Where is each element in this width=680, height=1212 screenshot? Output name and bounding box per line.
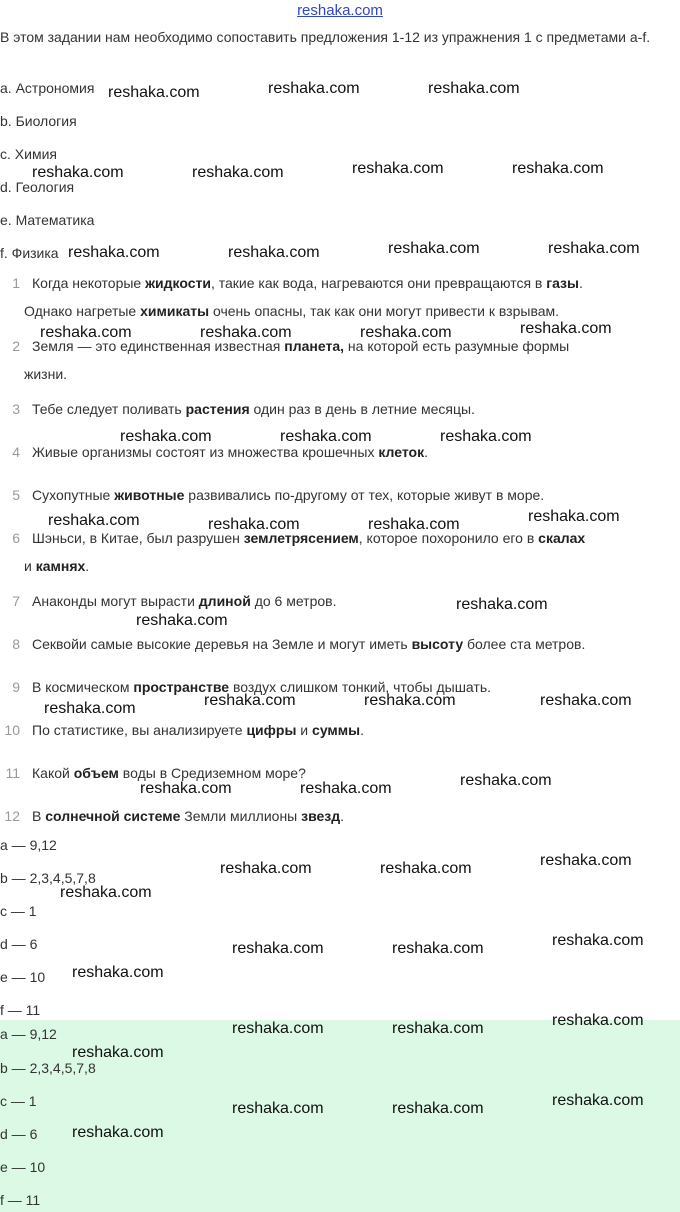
sentence-line	[32, 636, 585, 652]
watermark-text: reshaka.com	[528, 508, 620, 525]
sentence-text: жизни.	[24, 366, 68, 382]
keyword: высоту	[411, 636, 464, 652]
watermark-text: reshaka.com	[456, 596, 548, 613]
watermark-text: reshaka.com	[120, 428, 212, 445]
subject-item: b. Биология	[0, 113, 77, 129]
keyword: звезд	[301, 808, 341, 824]
watermark-text: reshaka.com	[232, 1020, 324, 1037]
sentence-text: Когда некоторые	[32, 275, 146, 291]
keyword: планета,	[284, 338, 345, 354]
answer-item: c — 1	[0, 903, 37, 919]
watermark-text: reshaka.com	[208, 516, 300, 533]
watermark-text: reshaka.com	[440, 428, 532, 445]
watermark-text: reshaka.com	[68, 244, 160, 261]
sentence-text: до 6 метров.	[250, 593, 337, 609]
sentence-text: один раз в день в летние месяцы.	[249, 401, 475, 417]
sentence-text: По статистике, вы анализируете	[32, 722, 247, 738]
keyword: камнях	[35, 558, 86, 574]
watermark-text: reshaka.com	[368, 516, 460, 533]
sentence-number: 7	[12, 593, 20, 609]
sentence-text: Секвойи самые высокие деревья на Земле и могут иметь	[32, 636, 412, 652]
watermark-text: reshaka.com	[460, 772, 552, 789]
sentence-text: .	[85, 558, 90, 574]
answer-item: b — 2,3,4,5,7,8	[0, 870, 96, 886]
watermark-text: reshaka.com	[204, 692, 296, 709]
watermark-text: reshaka.com	[228, 244, 320, 261]
watermark-text: reshaka.com	[552, 932, 644, 949]
keyword: клеток	[378, 444, 425, 460]
sentence-line	[32, 722, 364, 738]
answer-item: b — 2,3,4,5,7,8	[0, 1060, 96, 1076]
sentence-line	[32, 401, 475, 417]
sentence-number: 1	[12, 275, 20, 291]
sentence-number: 3	[12, 401, 20, 417]
keyword: скалах	[538, 530, 586, 546]
sentence-number: 9	[12, 679, 20, 695]
sentence-text: Тебе следует поливать	[32, 401, 186, 417]
sentence-text: на которой есть разумные формы	[344, 338, 570, 354]
subject-item: d. Геология	[0, 179, 75, 195]
sentence-text: .	[424, 444, 428, 460]
answer-item: c — 1	[0, 1093, 37, 1109]
watermark-text: reshaka.com	[388, 240, 480, 257]
watermark-text: reshaka.com	[300, 780, 392, 797]
sentence-line	[32, 808, 344, 824]
watermark-text: reshaka.com	[540, 692, 632, 709]
keyword: газы	[546, 275, 579, 291]
sentence-text: воздух слишком тонкий, чтобы дышать.	[229, 679, 492, 695]
watermark-text: reshaka.com	[72, 1124, 164, 1141]
answer-item: f — 11	[0, 1192, 41, 1208]
watermark-text: reshaka.com	[232, 1100, 324, 1117]
sentence-text: Анаконды могут вырасти	[32, 593, 199, 609]
watermark-text: reshaka.com	[380, 860, 472, 877]
watermark-text: reshaka.com	[392, 1100, 484, 1117]
sentence-text: Живые организмы состоят из множества крошечных	[32, 444, 379, 460]
sentence-number: 11	[5, 765, 20, 781]
sentence-text: , которое похоронило его в	[358, 530, 539, 546]
watermark-text: reshaka.com	[552, 1012, 644, 1029]
sentence-number: 4	[12, 444, 20, 460]
keyword: пространстве	[133, 679, 230, 695]
watermark-text: reshaka.com	[48, 512, 140, 529]
sentence-text: более ста метров.	[463, 636, 586, 652]
subject-item: f. Физика	[0, 245, 59, 261]
watermark-text: reshaka.com	[512, 160, 604, 177]
sentence-text: Однако нагретые	[24, 303, 141, 319]
sentence-line	[24, 366, 67, 382]
watermark-text: reshaka.com	[268, 80, 360, 97]
watermark-text: reshaka.com	[32, 164, 124, 181]
sentence-text: .	[360, 722, 364, 738]
keyword: длиной	[198, 593, 251, 609]
sentence-line	[32, 593, 336, 609]
watermark-text: reshaka.com	[136, 612, 228, 629]
watermark-text: reshaka.com	[392, 1020, 484, 1037]
keyword: животные	[114, 487, 185, 503]
watermark-text: reshaka.com	[72, 964, 164, 981]
sentence-line	[32, 275, 583, 291]
sentence-text: Шэньси, в Китае, был разрушен	[32, 530, 244, 546]
sentence-text: Земли миллионы	[180, 808, 302, 824]
subject-item: c. Химия	[0, 146, 57, 162]
watermark-text: reshaka.com	[200, 324, 292, 341]
watermark-text: reshaka.com	[232, 940, 324, 957]
watermark-text: reshaka.com	[352, 160, 444, 177]
sentence-text: и	[296, 722, 313, 738]
keyword: объем	[73, 765, 119, 781]
watermark-text: reshaka.com	[280, 428, 372, 445]
answer-item: e — 10	[0, 1159, 46, 1175]
watermark-text: reshaka.com	[40, 324, 132, 341]
sentence-text: В	[32, 808, 46, 824]
watermark-text: reshaka.com	[360, 324, 452, 341]
watermark-text: reshaka.com	[552, 1092, 644, 1109]
task-intro: В этом задании нам необходимо сопоставить предложения 1-12 из упражнения 1 с предметами a-f.	[0, 29, 651, 45]
answer-item: d — 6	[0, 936, 38, 952]
answer-item: d — 6	[0, 1126, 38, 1142]
watermark-text: reshaka.com	[192, 164, 284, 181]
watermark-text: reshaka.com	[520, 320, 612, 337]
sentence-line	[24, 303, 559, 319]
answer-item: e — 10	[0, 969, 46, 985]
answer-item: f — 11	[0, 1002, 41, 1018]
keyword: солнечной системе	[45, 808, 181, 824]
subject-item: e. Математика	[0, 212, 95, 228]
watermark-text: reshaka.com	[364, 692, 456, 709]
keyword: химикаты	[140, 303, 210, 319]
sentence-number: 2	[12, 338, 20, 354]
sentence-line	[32, 530, 585, 546]
keyword: жидкости	[145, 275, 211, 291]
sentence-line	[24, 558, 89, 574]
keyword: растения	[185, 401, 250, 417]
sentence-text: очень опасны, так как они могут привести к взрывам.	[209, 303, 560, 319]
sentence-text: Какой	[32, 765, 74, 781]
sentence-line	[32, 444, 428, 460]
sentence-text: развивались по-другому от тех, которые живут в море.	[184, 487, 545, 503]
watermark-text: reshaka.com	[540, 852, 632, 869]
sentence-number: 10	[4, 722, 20, 738]
watermark-text: reshaka.com	[428, 80, 520, 97]
watermark-text: reshaka.com	[220, 860, 312, 877]
sentence-line	[32, 765, 306, 781]
sentence-text: Сухопутные	[32, 487, 115, 503]
watermark-text: reshaka.com	[60, 884, 152, 901]
watermark-text: reshaka.com	[548, 240, 640, 257]
sentence-text: .	[340, 808, 345, 824]
sentence-number: 6	[12, 530, 20, 546]
sentence-text: , такие как вода, нагреваются они превращаются в	[210, 275, 547, 291]
keyword: цифры	[246, 722, 297, 738]
keyword: землетрясением	[243, 530, 359, 546]
keyword: суммы	[312, 722, 361, 738]
sentence-text: Земля — это единственная известная	[32, 338, 285, 354]
watermark-text: reshaka.com	[72, 1044, 164, 1061]
subject-item: a. Астрономия	[0, 80, 95, 96]
sentence-text: В космическом	[32, 679, 134, 695]
sentence-number: 5	[12, 487, 20, 503]
watermark-text: reshaka.com	[140, 780, 232, 797]
sentence-number: 12	[4, 808, 20, 824]
sentence-number: 8	[12, 636, 20, 652]
site-header-link[interactable]: reshaka.com	[297, 2, 383, 19]
sentence-text: воды в Средиземном море?	[118, 765, 306, 781]
answer-item: a — 9,12	[0, 837, 57, 853]
watermark-text: reshaka.com	[44, 700, 136, 717]
sentence-line	[32, 487, 544, 503]
answer-item: a — 9,12	[0, 1026, 57, 1042]
watermark-text: reshaka.com	[108, 84, 200, 101]
watermark-text: reshaka.com	[392, 940, 484, 957]
sentence-text: и	[24, 558, 36, 574]
sentence-text: .	[578, 275, 583, 291]
